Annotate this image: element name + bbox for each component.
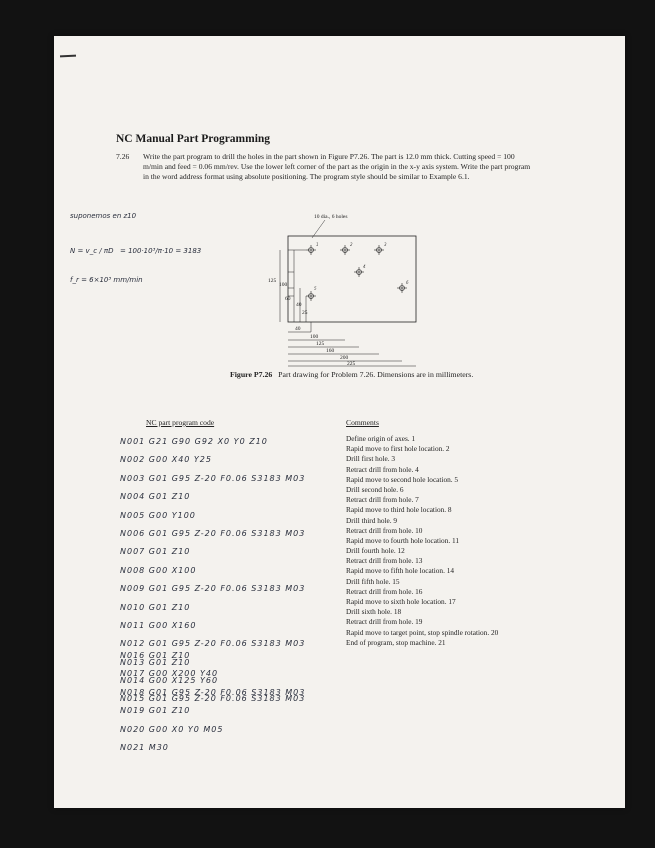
handwritten-note-2b: = 100·10³/π·10 = 3183	[120, 247, 202, 255]
comment-line: Rapid move to second hole location. 5	[346, 474, 459, 484]
comment-line: Drill fifth hole. 15	[346, 576, 400, 586]
code-line: N018 G01 G95 Z-20 F0.06 S3183 M03	[120, 687, 306, 697]
figure-caption	[230, 370, 490, 380]
svg-text:1: 1	[316, 242, 319, 247]
comment-line: End of program, stop machine. 21	[346, 637, 446, 647]
dim-125: 125	[268, 278, 277, 284]
dim-25: 25	[302, 310, 308, 316]
comment-line: Rapid move to fourth hole location. 11	[346, 535, 460, 545]
comment-line: Retract drill from hole. 7	[346, 495, 419, 505]
comment-line: Retract drill from hole. 10	[346, 525, 423, 535]
dim-60: 60	[285, 296, 291, 302]
problem-text: Write the part program to drill the holes in the part shown in Figure P7.26. The part is 12.0 mm thick. Cutting speed = 100 m/min and feed = 0.06 mm/rev. Use the lower left corner of the part as the origin in the x-y axis system. Write the part program in the word address format using absolute positioning. The program style should be similar to Example 6.1.	[143, 152, 531, 181]
svg-text:5: 5	[314, 286, 317, 291]
code-line: N013 G01 Z10	[120, 657, 191, 667]
handwritten-code-continuation	[120, 647, 305, 757]
comment-line: Retract drill from hole. 13	[346, 556, 423, 566]
pen-mark	[60, 55, 76, 58]
code-line: N009 G01 G95 Z-20 F0.06 S3183 M03	[120, 584, 306, 594]
dim-40: 40	[296, 302, 302, 308]
code-line: N012 G01 G95 Z-20 F0.06 S3183 M03	[120, 639, 306, 649]
comment-line: Retract drill from hole. 4	[346, 464, 419, 474]
caption-text: Part drawing for Problem 7.26. Dimensions are in millimeters.	[278, 370, 474, 379]
svg-text:3: 3	[384, 242, 387, 247]
dim-h-225: 225	[347, 361, 356, 367]
dim-h-160: 160	[326, 348, 335, 354]
comment-list	[346, 434, 498, 648]
code-line: N019 G01 Z10	[120, 706, 191, 716]
holes	[306, 245, 407, 301]
svg-text:6: 6	[406, 280, 409, 285]
dim-h-100: 100	[310, 334, 319, 340]
code-line: N016 G01 Z10	[120, 651, 191, 660]
caption-label: Figure P7.26	[230, 370, 273, 379]
code-line: N021 M30	[120, 742, 169, 752]
code-line: N006 G01 G95 Z-20 F0.06 S3183 M03	[120, 528, 306, 538]
code-line: N003 G01 G95 Z-20 F0.06 S3183 M03	[120, 473, 306, 483]
code-line: N007 G01 Z10	[120, 547, 191, 557]
comment-line: Define origin of axes. 1	[346, 434, 416, 443]
svg-text:2: 2	[350, 242, 353, 247]
code-line: N011 G00 X160	[120, 620, 197, 630]
comment-line: Drill third hole. 9	[346, 515, 398, 525]
comment-line: Drill fourth hole. 12	[346, 546, 405, 556]
hole-label: 10 dia., 6 holes	[314, 214, 348, 220]
handwritten-note-1: suponemos en z10	[70, 212, 137, 220]
dim-h-200: 200	[340, 355, 349, 361]
code-header: NC part program code	[146, 418, 215, 427]
comment-line: Retract drill from hole. 16	[346, 586, 423, 596]
code-line: N001 G21 G90 G92 X0 Y0 Z10	[120, 437, 268, 446]
problem-number: 7.26	[116, 152, 130, 161]
comment-line: Drill second hole. 6	[346, 484, 404, 494]
dim-h-40: 40	[295, 326, 301, 332]
comment-line: Drill first hole. 3	[346, 454, 396, 464]
code-line: N005 G00 Y100	[120, 510, 196, 520]
comments-header: Comments	[346, 418, 379, 427]
code-line: N002 G00 X40 Y25	[120, 455, 212, 465]
comment-line: Rapid move to first hole location. 2	[346, 444, 450, 454]
comment-line: Rapid move to sixth hole location. 17	[346, 597, 456, 606]
code-line: N017 G00 X200 Y40	[120, 669, 219, 679]
code-line: N014 G00 X125 Y60	[120, 676, 219, 686]
code-line: N010 G01 Z10	[120, 602, 191, 612]
code-line: N020 G00 X0 Y0 M05	[120, 724, 224, 734]
dim-h-125: 125	[316, 341, 325, 347]
handwritten-note-3: f_r = 6×10³ mm/min	[70, 276, 143, 284]
comment-line: Drill sixth hole. 18	[346, 607, 402, 617]
section-title: NC Manual Part Programming	[116, 133, 271, 145]
code-line: N015 G01 G95 Z-20 F0.06 S3183 M03	[120, 694, 306, 704]
comment-line: Rapid move to target point, stop spindle rotation. 20	[346, 627, 499, 637]
comment-line: Rapid move to third hole location. 8	[346, 505, 452, 515]
document-page	[54, 36, 625, 808]
handwritten-note-2a: N = v_c / πD	[70, 247, 114, 255]
code-line: N008 G00 X100	[120, 565, 197, 575]
part-drawing	[222, 208, 432, 367]
problem-statement	[116, 152, 536, 182]
comment-line: Rapid move to fifth hole location. 14	[346, 566, 455, 576]
dim-100: 100	[279, 282, 288, 288]
comment-line: Retract drill from hole. 19	[346, 617, 423, 627]
svg-text:4: 4	[363, 264, 366, 269]
code-line: N004 G01 Z10	[120, 492, 191, 502]
